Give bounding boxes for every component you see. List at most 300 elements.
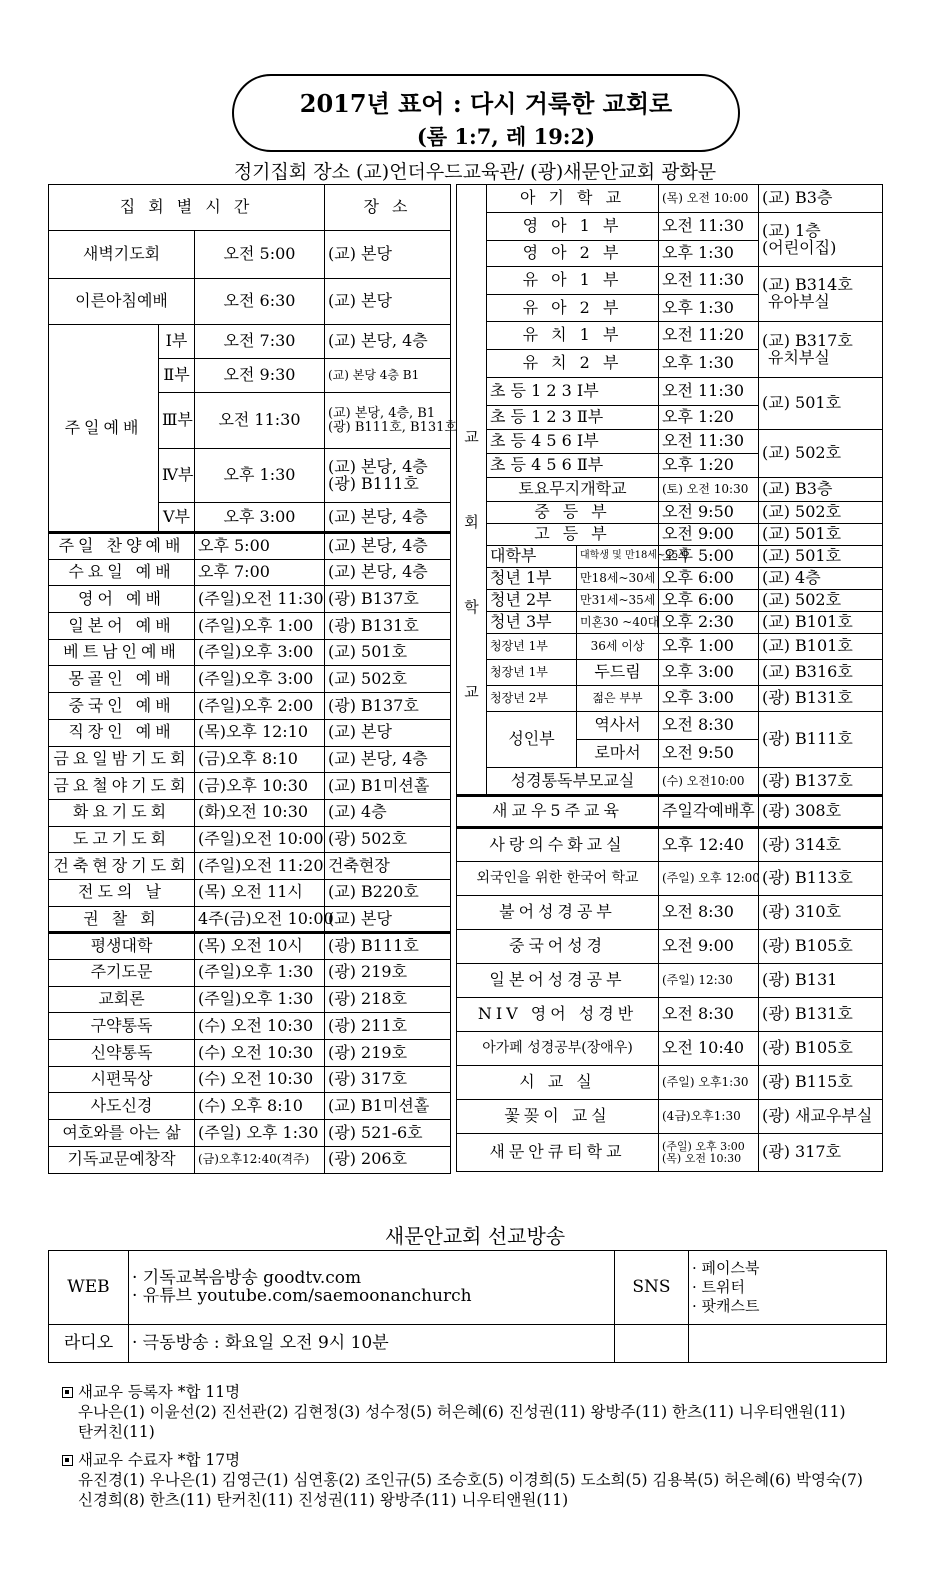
table-row: [49, 826, 451, 853]
class-time: 오후 2:30: [659, 612, 759, 634]
program-place: (광) 새교우부실: [759, 1100, 883, 1134]
service-part: Ⅲ부: [159, 393, 195, 449]
table-row: [457, 796, 883, 828]
place-line: (광) B111호: [328, 473, 419, 493]
table-row: [457, 378, 883, 406]
sns-list: [689, 1251, 887, 1325]
service-place: (교) 본당: [325, 231, 451, 279]
radio-text: · 극동방송 : 화요일 오전 9시 10분: [129, 1325, 615, 1363]
service-name: 사도신경: [49, 1093, 195, 1120]
graduates-list: 유진경(1) 우나은(1) 김영근(1) 심연홍(2) 조인규(5) 조승호(5) 이경희(5) 도소희(5) 김용복(5) 허은혜(6) 박영숙(7): [78, 1471, 863, 1489]
class-time: 오전 11:30: [659, 267, 759, 295]
table-row: [457, 1066, 883, 1100]
other-programs-group: [457, 796, 883, 1172]
table-row: [49, 666, 451, 693]
service-part: Ⅰ부: [159, 325, 195, 359]
service-place: (광) 502호: [325, 826, 451, 853]
table-row: [49, 933, 451, 960]
header-place: 장 소: [325, 185, 451, 231]
class-place: (교) 4층: [759, 568, 883, 590]
class-name: 성경통독부모교실: [487, 768, 659, 796]
time-line: (목) 오전 10:30: [662, 1151, 742, 1165]
class-name: 초 등 4 5 6 Ⅱ부: [487, 454, 659, 478]
place-line: 유치부실: [768, 347, 830, 367]
service-place: (광) 211호: [325, 1013, 451, 1040]
table-row: [49, 1093, 451, 1120]
table-row: [49, 533, 451, 560]
service-place: [325, 449, 451, 503]
class-name: 초 등 1 2 3 Ⅰ부: [487, 378, 659, 406]
class-time: (목) 오전 10:00: [659, 185, 759, 213]
table-row: [49, 799, 451, 826]
service-time: (수) 오후 8:10: [195, 1093, 325, 1120]
table-row: [457, 998, 883, 1032]
square-bullet-icon: [62, 1455, 73, 1466]
class-time: 오후 1:30: [659, 241, 759, 267]
table-row: [457, 768, 883, 796]
service-name: 시편묵상: [49, 1066, 195, 1093]
table-row: [49, 1120, 451, 1147]
class-place: [759, 322, 883, 378]
empty-cell: [615, 1325, 689, 1363]
class-name: 토요무지개학교: [487, 478, 659, 502]
web-label: WEB: [49, 1251, 129, 1325]
service-place: (교) 본당, 4층: [325, 325, 451, 359]
service-name: 구약통독: [49, 1013, 195, 1040]
class-name: 중 등 부: [487, 502, 659, 524]
table-row: [49, 325, 451, 359]
service-name: 평생대학: [49, 933, 195, 960]
class-time: (토) 오전 10:30: [659, 478, 759, 502]
class-time: 오후 6:00: [659, 590, 759, 612]
table-row: [49, 879, 451, 906]
class-name: 유 치 2 부: [487, 350, 659, 378]
church-school-label: [457, 185, 487, 796]
class-time: (수) 오전10:00: [659, 768, 759, 796]
class-time: 오후 1:30: [659, 350, 759, 378]
service-time: 오후 7:00: [195, 559, 325, 586]
service-name: 중국인 예배: [49, 693, 195, 720]
class-time: 오전 11:30: [659, 213, 759, 241]
service-time: (주일)오전 10:00: [195, 826, 325, 853]
service-name: 이른아침예배: [49, 279, 195, 325]
class-name: 영 아 2 부: [487, 241, 659, 267]
program-place: (광) 308호: [759, 796, 883, 828]
studies-group: [49, 933, 451, 1173]
table-row: [457, 502, 883, 524]
program-name: 시 교 실: [457, 1066, 659, 1100]
service-part: Ⅴ부: [159, 503, 195, 533]
program-name: 새교우5주교육: [457, 796, 659, 828]
square-bullet-icon: [62, 1387, 73, 1398]
table-row: [49, 719, 451, 746]
service-time: (목) 오전 11시: [195, 879, 325, 906]
service-name: 도고기도회: [49, 826, 195, 853]
table-row: [457, 568, 883, 590]
web-link: · 기독교복음방송 goodtv.com: [132, 1267, 362, 1288]
place-line: (광) B111호, B131호: [328, 419, 457, 435]
class-age: 미혼30 ~40대: [577, 612, 659, 634]
newcomer-notes: [62, 1382, 922, 1510]
class-age: 역사서: [577, 712, 659, 740]
table-header-row: [49, 185, 451, 231]
label-char: 교: [464, 682, 479, 701]
table-row: [457, 213, 883, 241]
table-row: [457, 1032, 883, 1066]
service-place: (교) 4층: [325, 799, 451, 826]
graduates-list: 신경희(8) 한츠(11) 탄커친(11) 진성권(11) 왕방주(11) 니우티앤원(11): [78, 1491, 569, 1509]
time-line: (주일) 오후 3:00: [662, 1139, 745, 1153]
meeting-schedule-table: [48, 184, 457, 1174]
class-place: (교) B3층: [759, 185, 883, 213]
registrants-list: 우나은(1) 이윤선(2) 진선관(2) 김현정(3) 성수정(5) 허은혜(6) 진성권(11) 왕방주(11) 한츠(11) 니우티앤원(11): [78, 1403, 846, 1421]
service-place: (교) B220호: [325, 879, 451, 906]
table-row: [49, 613, 451, 640]
class-place: [759, 213, 883, 267]
table-row: [457, 660, 883, 686]
service-place: (광) 219호: [325, 960, 451, 987]
service-name: 전도의 날: [49, 879, 195, 906]
service-place: (광) 206호: [325, 1146, 451, 1173]
service-place: (교) 본당, 4층: [325, 746, 451, 773]
table-row: [49, 853, 451, 880]
table-row: [49, 773, 451, 800]
class-name: 청장년 1부: [487, 634, 577, 660]
class-name: 청장년 2부: [487, 686, 577, 712]
class-name: 청년 3부: [487, 612, 577, 634]
service-time: (주일)오후 3:00: [195, 666, 325, 693]
service-time: (주일)오후 1:30: [195, 986, 325, 1013]
table-row: [457, 185, 883, 213]
program-place: (광) B131: [759, 964, 883, 998]
class-time: 오후 5:00: [659, 546, 759, 568]
class-place: (교) 501호: [759, 524, 883, 546]
header-time: 집 회 별 시 간: [49, 185, 325, 231]
table-row: [457, 1100, 883, 1134]
class-time: 오후 1:00: [659, 634, 759, 660]
table-row: [49, 1040, 451, 1067]
service-name: 새벽기도회: [49, 231, 195, 279]
table-row: [49, 746, 451, 773]
table-row: [457, 712, 883, 740]
sns-item: · 트위터: [692, 1278, 746, 1296]
class-place: (교) B3층: [759, 478, 883, 502]
service-time: 오전 5:00: [195, 231, 325, 279]
sns-item: · 팟캐스트: [692, 1297, 760, 1315]
service-time: (금)오후12:40(격주): [195, 1146, 325, 1173]
table-row: [457, 964, 883, 998]
class-name: 대학부: [487, 546, 577, 568]
service-name: 금요일밤기도회: [49, 746, 195, 773]
table-row: [457, 686, 883, 712]
table-row: [457, 862, 883, 896]
class-name: 유 아 2 부: [487, 295, 659, 322]
service-place: (교) 본당, 4층: [325, 559, 451, 586]
class-age: 36세 이상: [577, 634, 659, 660]
program-time: 주일각예배후: [659, 796, 759, 828]
program-time: 오전 8:30: [659, 998, 759, 1032]
table-row: [49, 586, 451, 613]
class-age: 대학생 및 만18세~25세: [577, 546, 659, 568]
place-line: (교) B314호: [762, 275, 853, 295]
motto-title: 2017년 표어 : 다시 거룩한 교회로: [299, 89, 673, 118]
program-name: NIV 영어 성경반: [457, 998, 659, 1032]
service-time: (주일) 오후 1:30: [195, 1120, 325, 1147]
class-name: 영 아 1 부: [487, 213, 659, 241]
service-time: 오전 11:30: [195, 393, 325, 449]
registrants-heading: [62, 1382, 922, 1402]
program-place: (광) 310호: [759, 896, 883, 930]
program-time: 오후 12:40: [659, 828, 759, 862]
class-time: 오전 11:30: [659, 378, 759, 406]
service-time: 4주(금)오전 10:00: [195, 906, 325, 933]
table-row: [457, 1134, 883, 1172]
place-line: 유아부실: [768, 292, 830, 311]
service-place: (교) B1미션홀: [325, 1093, 451, 1120]
place-line: (어린이집): [762, 237, 837, 257]
service-name: 수요일 예배: [49, 559, 195, 586]
service-name: 주기도문: [49, 960, 195, 987]
motto-verse: (롬 1:7, 레 19:2): [416, 124, 596, 149]
class-name: 청년 2부: [487, 590, 577, 612]
table-row: [457, 524, 883, 546]
class-place: (교) B101호: [759, 634, 883, 660]
service-place: (광) 218호: [325, 986, 451, 1013]
service-time: (수) 오전 10:30: [195, 1040, 325, 1067]
class-time: 오전 9:00: [659, 524, 759, 546]
service-place: (교) 본당, 4층: [325, 533, 451, 560]
service-place: (광) B111호: [325, 933, 451, 960]
adult-label: 성인부: [487, 712, 577, 768]
service-part: Ⅱ부: [159, 359, 195, 393]
service-name: 신약통독: [49, 1040, 195, 1067]
service-place: (교) 본당 4층 B1: [325, 359, 451, 393]
service-place: (광) B137호: [325, 586, 451, 613]
service-time: (금)오후 10:30: [195, 773, 325, 800]
service-place: (광) B137호: [325, 693, 451, 720]
program-time: [659, 1134, 759, 1172]
service-time: (주일)오전 11:30: [195, 586, 325, 613]
table-row: [49, 1325, 887, 1363]
class-place: [759, 267, 883, 322]
program-time: (주일) 오후 12:00: [659, 862, 759, 896]
table-row: [49, 1146, 451, 1173]
table-row: [49, 693, 451, 720]
service-time: 오전 6:30: [195, 279, 325, 325]
service-place: (교) 502호: [325, 666, 451, 693]
class-age: 만18세~30세: [577, 568, 659, 590]
label-char: 회: [464, 512, 479, 531]
program-time: (주일) 12:30: [659, 964, 759, 998]
program-place: (광) B131호: [759, 998, 883, 1032]
class-place: (교) B101호: [759, 612, 883, 634]
table-row: [457, 612, 883, 634]
table-row: [49, 279, 451, 325]
table-row: [457, 634, 883, 660]
service-time: (수) 오전 10:30: [195, 1013, 325, 1040]
place-line: (교) 1층: [762, 220, 821, 240]
table-row: [49, 559, 451, 586]
place-line: (교) 본당, 4층: [328, 456, 428, 476]
service-time: 오후 1:30: [195, 449, 325, 503]
registrants-list: 탄커친(11): [78, 1423, 155, 1441]
service-time: 오전 7:30: [195, 325, 325, 359]
class-name: 유 아 1 부: [487, 267, 659, 295]
services-group: [49, 533, 451, 933]
service-place: (교) B1미션홀: [325, 773, 451, 800]
service-name: 주일 찬양예배: [49, 533, 195, 560]
program-name: 일본어성경공부: [457, 964, 659, 998]
program-name: 외국인을 위한 한국어 학교: [457, 862, 659, 896]
program-time: (4금)오후1:30: [659, 1100, 759, 1134]
class-name: 초 등 1 2 3 Ⅱ부: [487, 406, 659, 430]
program-place: (광) 314호: [759, 828, 883, 862]
table-row: [49, 639, 451, 666]
program-place: (광) B105호: [759, 1032, 883, 1066]
class-time: 오후 1:30: [659, 295, 759, 322]
table-row: [457, 590, 883, 612]
service-time: 오후 5:00: [195, 533, 325, 560]
program-time: 오전 10:40: [659, 1032, 759, 1066]
class-age: 두드림: [577, 660, 659, 686]
service-place: (교) 본당, 4층: [325, 503, 451, 533]
class-time: 오후 1:20: [659, 454, 759, 478]
table-row: [457, 478, 883, 502]
service-name: 영어 예배: [49, 586, 195, 613]
program-name: 불어성경공부: [457, 896, 659, 930]
class-time: 오전 11:30: [659, 430, 759, 454]
class-place: (교) 502호: [759, 502, 883, 524]
table-row: [49, 1066, 451, 1093]
meeting-place-subtitle: 정기집회 장소 (교)언더우드교육관/ (광)새문안교회 광화문: [233, 161, 717, 183]
church-school-table: [456, 184, 883, 1172]
motto-box: [232, 74, 740, 152]
class-age: 만31세~35세: [577, 590, 659, 612]
service-time: (목) 오전 10시: [195, 933, 325, 960]
program-name: 중국어성경: [457, 930, 659, 964]
place-line: (교) 본당, 4층, B1: [328, 405, 436, 421]
service-place: (광) 219호: [325, 1040, 451, 1067]
service-time: (주일)오후 3:00: [195, 639, 325, 666]
table-row: [457, 267, 883, 295]
broadcast-title: 새문안교회 선교방송: [384, 1224, 566, 1248]
table-row: [49, 1251, 887, 1325]
table-row: [457, 828, 883, 862]
class-time: 오전 9:50: [659, 740, 759, 768]
program-name: 아가페 성경공부(장애우): [457, 1032, 659, 1066]
service-time: (주일)오전 11:20: [195, 853, 325, 880]
program-time: 오전 8:30: [659, 896, 759, 930]
program-name: 새문안큐티학교: [457, 1134, 659, 1172]
graduates-title: 새교우 수료자 *합 17명: [78, 1451, 241, 1469]
class-place: (교) 501호: [759, 378, 883, 430]
class-time: 오전 9:50: [659, 502, 759, 524]
service-name: 기독교문예창작: [49, 1146, 195, 1173]
service-place: (교) 본당: [325, 279, 451, 325]
service-name: 금요철야기도회: [49, 773, 195, 800]
service-place: [325, 393, 457, 449]
sunday-service-label: 주일예배: [49, 325, 159, 533]
class-name: 청장년 1부: [487, 660, 577, 686]
service-time: 오후 3:00: [195, 503, 325, 533]
class-place: (광) B137호: [759, 768, 883, 796]
program-name: 꽃꽂이 교실: [457, 1100, 659, 1134]
program-place: (광) B115호: [759, 1066, 883, 1100]
service-name: 직장인 예배: [49, 719, 195, 746]
sns-label: SNS: [615, 1251, 689, 1325]
service-time: (주일)오후 1:00: [195, 613, 325, 640]
service-name: 권 찰 회: [49, 906, 195, 933]
service-name: 화요기도회: [49, 799, 195, 826]
service-place: (교) 본당: [325, 719, 451, 746]
service-place: (광) 521-6호: [325, 1120, 451, 1147]
graduates-heading: [62, 1450, 922, 1470]
class-age: 젊은 부부: [577, 686, 659, 712]
program-time: (주일) 오후1:30: [659, 1066, 759, 1100]
service-name: 베트남인예배: [49, 639, 195, 666]
service-place: (교) 본당: [325, 906, 451, 933]
service-place: (교) 501호: [325, 639, 451, 666]
web-link: · 유튜브 youtube.com/saemoonanchurch: [132, 1285, 472, 1306]
class-name: 초 등 4 5 6 Ⅰ부: [487, 430, 659, 454]
program-place: (광) B113호: [759, 862, 883, 896]
table-row: [457, 322, 883, 350]
service-part: Ⅳ부: [159, 449, 195, 503]
program-time: 오전 9:00: [659, 930, 759, 964]
class-place: (광) B131호: [759, 686, 883, 712]
service-place: 건축현장: [325, 853, 451, 880]
class-name: 유 치 1 부: [487, 322, 659, 350]
class-time: 오후 3:00: [659, 660, 759, 686]
empty-cell: [689, 1325, 887, 1363]
service-time: (주일)오후 2:00: [195, 693, 325, 720]
place-line: (교) B317호: [762, 330, 853, 350]
service-time: (금)오후 8:10: [195, 746, 325, 773]
service-place: (광) 317호: [325, 1066, 451, 1093]
class-age: 로마서: [577, 740, 659, 768]
class-time: 오전 8:30: [659, 712, 759, 740]
class-place: (광) B111호: [759, 712, 883, 768]
registrants-title: 새교우 등록자 *합 11명: [78, 1383, 241, 1401]
class-place: (교) B316호: [759, 660, 883, 686]
class-name: 고 등 부: [487, 524, 659, 546]
service-name: 여호와를 아는 삶: [49, 1120, 195, 1147]
label-char: 학: [464, 597, 479, 616]
program-name: 사랑의수화교실: [457, 828, 659, 862]
class-place: (교) 501호: [759, 546, 883, 568]
service-time: 오전 9:30: [195, 359, 325, 393]
table-row: [49, 1013, 451, 1040]
table-row: [49, 960, 451, 987]
service-time: (수) 오전 10:30: [195, 1066, 325, 1093]
radio-label: 라디오: [49, 1325, 129, 1363]
table-row: [49, 986, 451, 1013]
sns-item: · 페이스북: [692, 1259, 760, 1277]
service-name: 일본어 예배: [49, 613, 195, 640]
class-time: 오후 3:00: [659, 686, 759, 712]
class-time: 오후 1:20: [659, 406, 759, 430]
table-row: [457, 896, 883, 930]
service-time: (화)오전 10:30: [195, 799, 325, 826]
class-time: 오후 6:00: [659, 568, 759, 590]
service-time: (주일)오후 1:30: [195, 960, 325, 987]
class-name: 청년 1부: [487, 568, 577, 590]
class-place: (교) 502호: [759, 590, 883, 612]
service-time: (목)오후 12:10: [195, 719, 325, 746]
table-row: [49, 906, 451, 933]
service-place: (광) B131호: [325, 613, 451, 640]
program-place: (광) B105호: [759, 930, 883, 964]
